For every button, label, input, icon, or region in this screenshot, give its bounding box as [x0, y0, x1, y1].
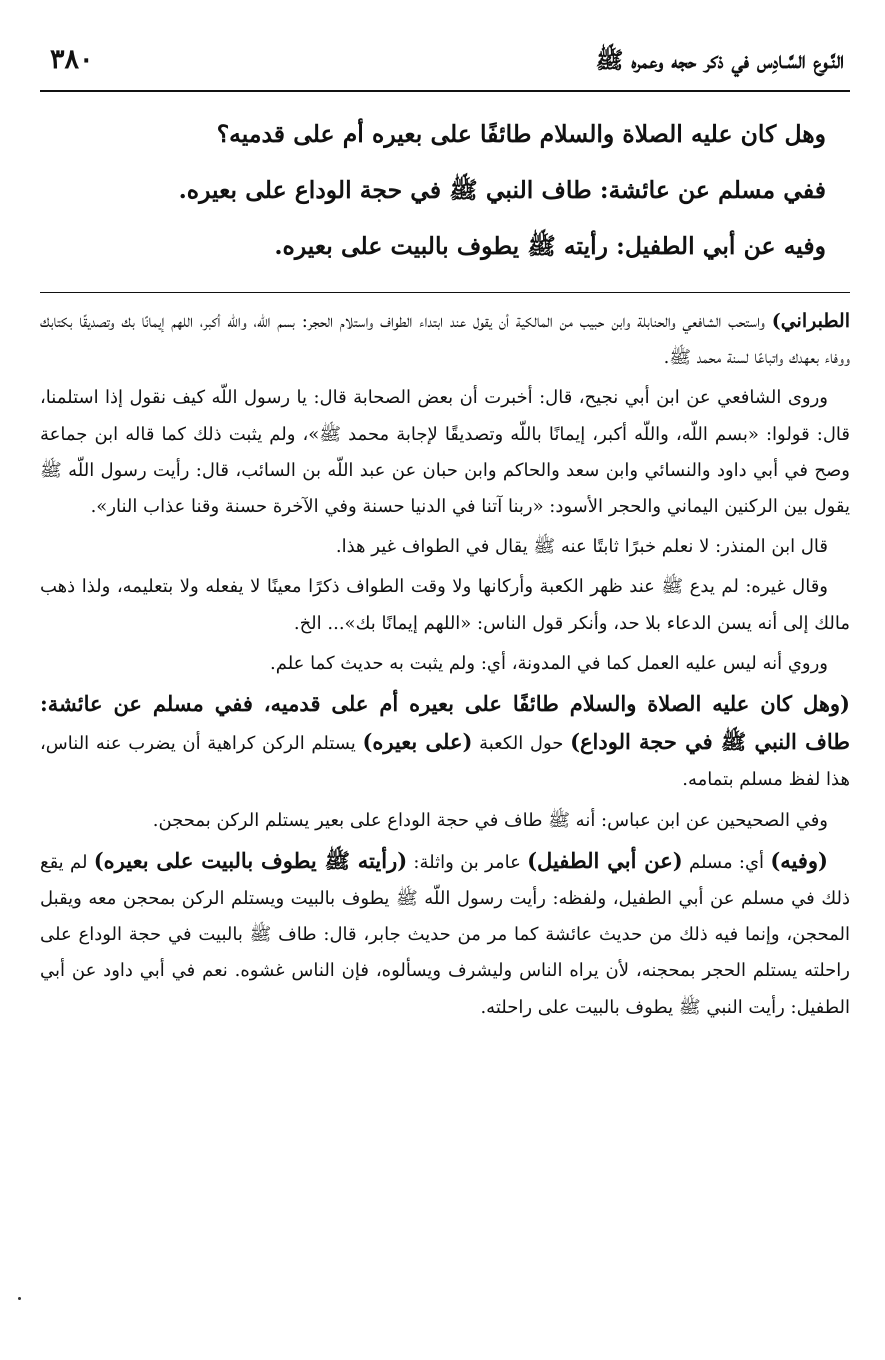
commentary-text: لم يقع ذلك في مسلم عن أبي الطفيل، ولفظه: رأيت رسول اللّه ﷺ يطوف بالبيت ويستلم الركن بمحجن معه ويقبل المحجن، وإنما فيه ذلك من حديث عائشة كما مر من حديث جابر، قال: طاف ﷺ بالبيت في حجة الوداع على راحلته يستلم الحجر بمحجنه، لأن يراه الناس وليشرف ويسألوه، فإن الناس غشوه. نعم في أبي داود عن أبي الطفيل: رأيت النبي ﷺ يطوف بالبيت على راحلته. — [40, 851, 850, 1018]
commentary-paragraph: وفي الصحيحين عن ابن عباس: أنه ﷺ طاف في حجة الوداع على بعير يستلم الركن بمحجن. — [152, 809, 828, 831]
running-title: النَّـوع السَّـادِس في ذكر حجه وعمره ﷺ — [595, 47, 844, 74]
commentary-text: أي: مسلم — [682, 851, 771, 873]
quoted-main-text: (وهل كان عليه الصلاة والسلام طائفًا على بعيره أم على قدميه، ففي مسلم عن عائشة: طاف النبي ﷺ في حجة الوداع) — [40, 691, 850, 755]
commentary-paragraph: وروي أنه ليس عليه العمل كما في المدونة، أي: ولم يثبت به حديث كما علم. — [270, 652, 828, 674]
main-text-line: وهل كان عليه الصلاة والسلام طائفًا على بعيره أم على قدميه؟ — [216, 120, 826, 148]
footnote-divider — [40, 292, 850, 293]
main-text — [40, 106, 850, 274]
commentary-paragraph — [40, 686, 850, 799]
book-page — [40, 44, 850, 1030]
commentary-text: عامر بن واثلة: — [407, 851, 528, 873]
quoted-main-text: (رأيته ﷺ يطوف بالبيت على بعيره) — [93, 847, 408, 873]
main-text-line: وفيه عن أبي الطفيل: رأيته ﷺ يطوف بالبيت على بعيره. — [274, 232, 826, 260]
scan-speck — [18, 1297, 21, 1300]
commentary-paragraph — [40, 843, 850, 1026]
commentary-paragraph: وروى الشافعي عن ابن أبي نجيح، قال: أخبرت أن بعض الصحابة قال: يا رسول اللّه كيف نقول إذا استلمنا، قال: قولوا: «بسم اللّه، واللّه أكبر، إيمانًا باللّه وتصديقًا لإجابة محمد ﷺ»، ولم يثبت ذلك كما قاله ابن جماعة وصح في أبي داود والنسائي وابن سعد والحاكم وابن حبان عن عبد اللّه بن السائب، قال: رأيت رسول اللّه ﷺ يقول بين الركنين اليماني والحجر الأسود: «ربنا آتنا في الدنيا حسنة وفي الآخرة حسنة وقنا عذاب النار». — [40, 387, 850, 518]
quoted-main-text: (على بعيره) — [362, 729, 473, 755]
main-text-line: ففي مسلم عن عائشة: طاف النبي ﷺ في حجة الوداع على بعيره. — [178, 176, 826, 204]
commentary-paragraph — [40, 303, 850, 376]
commentary-text: يستلم الركن كراهية أن يضرب عنه الناس، هذا لفظ مسلم بتمامه. — [40, 733, 850, 791]
commentary-text: حول الكعبة — [472, 733, 571, 755]
commentary — [40, 303, 850, 1026]
page-number: ٣٨٠ — [50, 44, 94, 75]
quoted-main-text: (وفيه) — [770, 847, 828, 873]
page-header — [40, 44, 850, 92]
commentary-text: واستحب الشافعي والحنابلة وابن حبيب من المالكية أن يقول عند ابتداء الطواف واستلام الحجر: بسم اللّه، واللّه أكبر، اللهم إيمانًا بك وتصديقًا بكتابك ووفاء بعهدك واتباعًا لسنة محمد ﷺ. — [40, 311, 850, 369]
commentary-paragraph: قال ابن المنذر: لا نعلم خبرًا ثابتًا عنه ﷺ يقال في الطواف غير هذا. — [335, 536, 828, 558]
commentary-paragraph: وقال غيره: لم يدع ﷺ عند ظهر الكعبة وأركانها ولا وقت الطواف ذكرًا معينًا لا يفعله ولا بتعليمه، ولذا ذهب مالك إلى أنه يسن الدعاء بلا حد، وأنكر قول الناس: «اللهم إيمانًا بك»... الخ. — [40, 576, 850, 634]
quoted-main-text: (عن أبي الطفيل) — [527, 847, 683, 873]
bold-phrase: الطبراني) — [771, 310, 850, 332]
